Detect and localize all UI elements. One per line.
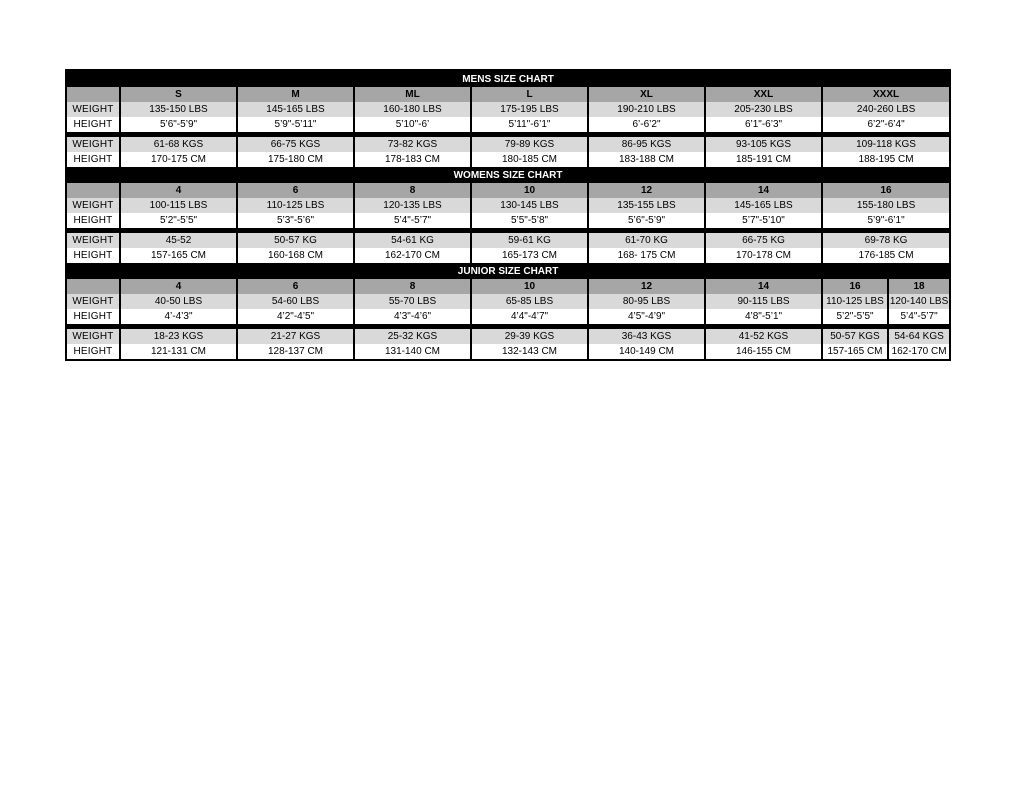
size-label: 10 bbox=[471, 279, 588, 294]
row-label-weight: WEIGHT bbox=[67, 294, 120, 309]
height-cell: 4’5"-4’9" bbox=[588, 309, 705, 324]
weight-cell: 135-150 LBS bbox=[120, 102, 237, 117]
mens-size-header-row bbox=[67, 87, 949, 102]
row-label-weight: WEIGHT bbox=[67, 198, 120, 213]
height-cell: 128-137 CM bbox=[237, 344, 354, 359]
junior-imperial-weight-row bbox=[67, 294, 949, 309]
weight-cell: 190-210 LBS bbox=[588, 102, 705, 117]
height-cell: 5’4"-5’7" bbox=[888, 309, 949, 324]
weight-cell: 130-145 LBS bbox=[471, 198, 588, 213]
weight-cell: 59-61 KG bbox=[471, 233, 588, 248]
size-label: 14 bbox=[705, 279, 822, 294]
height-cell: 5’11"-6’1" bbox=[471, 117, 588, 132]
height-cell: 121-131 CM bbox=[120, 344, 237, 359]
weight-cell: 61-70 KG bbox=[588, 233, 705, 248]
weight-cell: 66-75 KGS bbox=[237, 137, 354, 152]
size-label: 16 bbox=[822, 279, 888, 294]
size-label: 4 bbox=[120, 279, 237, 294]
size-label: 16 bbox=[822, 183, 949, 198]
height-cell: 132-143 CM bbox=[471, 344, 588, 359]
junior-imperial-height-row bbox=[67, 309, 949, 324]
mens-chart-title: MENS SIZE CHART bbox=[67, 71, 949, 87]
weight-cell: 55-70 LBS bbox=[354, 294, 471, 309]
row-label-height: HEIGHT bbox=[67, 117, 120, 132]
height-cell: 162-170 CM bbox=[354, 248, 471, 263]
weight-cell: 160-180 LBS bbox=[354, 102, 471, 117]
height-cell: 5’4"-5’7" bbox=[354, 213, 471, 228]
height-cell: 5’6"-5’9" bbox=[588, 213, 705, 228]
row-label-height: HEIGHT bbox=[67, 248, 120, 263]
size-label: 6 bbox=[237, 183, 354, 198]
weight-cell: 205-230 LBS bbox=[705, 102, 822, 117]
weight-cell: 109-118 KGS bbox=[822, 137, 949, 152]
height-cell: 5’9"-5’11" bbox=[237, 117, 354, 132]
weight-cell: 79-89 KGS bbox=[471, 137, 588, 152]
weight-cell: 54-64 KGS bbox=[888, 329, 949, 344]
height-cell: 157-165 CM bbox=[120, 248, 237, 263]
row-label-height: HEIGHT bbox=[67, 213, 120, 228]
size-label: 18 bbox=[888, 279, 949, 294]
height-cell: 140-149 CM bbox=[588, 344, 705, 359]
size-label: L bbox=[471, 87, 588, 102]
row-label-weight: WEIGHT bbox=[67, 102, 120, 117]
height-cell: 188-195 CM bbox=[822, 152, 949, 167]
height-cell: 176-185 CM bbox=[822, 248, 949, 263]
weight-cell: 155-180 LBS bbox=[822, 198, 949, 213]
weight-cell: 66-75 KG bbox=[705, 233, 822, 248]
weight-cell: 25-32 KGS bbox=[354, 329, 471, 344]
weight-cell: 145-165 LBS bbox=[237, 102, 354, 117]
height-cell: 5’2"-5’5" bbox=[120, 213, 237, 228]
weight-cell: 120-135 LBS bbox=[354, 198, 471, 213]
womens-chart-title: WOMENS SIZE CHART bbox=[67, 167, 949, 183]
junior-title-row bbox=[67, 263, 949, 279]
header-blank-cell bbox=[67, 183, 120, 198]
height-cell: 160-168 CM bbox=[237, 248, 354, 263]
weight-cell: 69-78 KG bbox=[822, 233, 949, 248]
height-cell: 6’1"-6’3" bbox=[705, 117, 822, 132]
height-cell: 4’8"-5’1" bbox=[705, 309, 822, 324]
size-label: ML bbox=[354, 87, 471, 102]
weight-cell: 29-39 KGS bbox=[471, 329, 588, 344]
row-label-height: HEIGHT bbox=[67, 152, 120, 167]
height-cell: 183-188 CM bbox=[588, 152, 705, 167]
mens-metric-height-row bbox=[67, 152, 949, 167]
height-cell: 165-173 CM bbox=[471, 248, 588, 263]
womens-title-row bbox=[67, 167, 949, 183]
row-label-height: HEIGHT bbox=[67, 344, 120, 359]
womens-imperial-height-row bbox=[67, 213, 949, 228]
height-cell: 168- 175 CM bbox=[588, 248, 705, 263]
size-label: 6 bbox=[237, 279, 354, 294]
weight-cell: 110-125 LBS bbox=[237, 198, 354, 213]
height-cell: 175-180 CM bbox=[237, 152, 354, 167]
size-label: 12 bbox=[588, 279, 705, 294]
weight-cell: 54-60 LBS bbox=[237, 294, 354, 309]
weight-cell: 45-52 bbox=[120, 233, 237, 248]
height-cell: 157-165 CM bbox=[822, 344, 888, 359]
weight-cell: 100-115 LBS bbox=[120, 198, 237, 213]
weight-cell: 110-125 LBS bbox=[822, 294, 888, 309]
weight-cell: 135-155 LBS bbox=[588, 198, 705, 213]
height-cell: 5’10"-6’ bbox=[354, 117, 471, 132]
size-label: 8 bbox=[354, 279, 471, 294]
height-cell: 5’2"-5’5" bbox=[822, 309, 888, 324]
height-cell: 5’7"-5’10" bbox=[705, 213, 822, 228]
row-label-weight: WEIGHT bbox=[67, 329, 120, 344]
womens-size-header-row bbox=[67, 183, 949, 198]
height-cell: 131-140 CM bbox=[354, 344, 471, 359]
height-cell: 5’3"-5’6" bbox=[237, 213, 354, 228]
size-label: XXL bbox=[705, 87, 822, 102]
height-cell: 6’2"-6’4" bbox=[822, 117, 949, 132]
junior-size-header-row bbox=[67, 279, 949, 294]
weight-cell: 21-27 KGS bbox=[237, 329, 354, 344]
weight-cell: 240-260 LBS bbox=[822, 102, 949, 117]
height-cell: 162-170 CM bbox=[888, 344, 949, 359]
height-cell: 4’3"-4’6" bbox=[354, 309, 471, 324]
weight-cell: 86-95 KGS bbox=[588, 137, 705, 152]
junior-metric-height-row bbox=[67, 344, 949, 359]
womens-metric-height-row bbox=[67, 248, 949, 263]
weight-cell: 175-195 LBS bbox=[471, 102, 588, 117]
height-cell: 5’5"-5’8" bbox=[471, 213, 588, 228]
size-label: 10 bbox=[471, 183, 588, 198]
mens-metric-weight-row bbox=[67, 137, 949, 152]
height-cell: 4’4"-4’7" bbox=[471, 309, 588, 324]
weight-cell: 73-82 KGS bbox=[354, 137, 471, 152]
weight-cell: 93-105 KGS bbox=[705, 137, 822, 152]
height-cell: 170-178 CM bbox=[705, 248, 822, 263]
mens-title-row bbox=[67, 71, 949, 87]
height-cell: 5’6"-5’9" bbox=[120, 117, 237, 132]
height-cell: 178-183 CM bbox=[354, 152, 471, 167]
size-label: 14 bbox=[705, 183, 822, 198]
height-cell: 5’9"-6’1" bbox=[822, 213, 949, 228]
size-label: 4 bbox=[120, 183, 237, 198]
size-label: XL bbox=[588, 87, 705, 102]
row-label-height: HEIGHT bbox=[67, 309, 120, 324]
weight-cell: 36-43 KGS bbox=[588, 329, 705, 344]
weight-cell: 65-85 LBS bbox=[471, 294, 588, 309]
row-label-weight: WEIGHT bbox=[67, 233, 120, 248]
size-label: M bbox=[237, 87, 354, 102]
weight-cell: 40-50 LBS bbox=[120, 294, 237, 309]
womens-imperial-weight-row bbox=[67, 198, 949, 213]
weight-cell: 61-68 KGS bbox=[120, 137, 237, 152]
row-label-weight: WEIGHT bbox=[67, 137, 120, 152]
height-cell: 146-155 CM bbox=[705, 344, 822, 359]
height-cell: 6’-6’2" bbox=[588, 117, 705, 132]
womens-metric-weight-row bbox=[67, 233, 949, 248]
junior-metric-weight-row bbox=[67, 329, 949, 344]
height-cell: 180-185 CM bbox=[471, 152, 588, 167]
header-blank-cell bbox=[67, 279, 120, 294]
weight-cell: 41-52 KGS bbox=[705, 329, 822, 344]
weight-cell: 54-61 KG bbox=[354, 233, 471, 248]
header-blank-cell bbox=[67, 87, 120, 102]
junior-chart-title: JUNIOR SIZE CHART bbox=[67, 263, 949, 279]
size-label: S bbox=[120, 87, 237, 102]
height-cell: 185-191 CM bbox=[705, 152, 822, 167]
mens-imperial-weight-row bbox=[67, 102, 949, 117]
height-cell: 4’-4’3" bbox=[120, 309, 237, 324]
mens-imperial-height-row bbox=[67, 117, 949, 132]
size-chart-table bbox=[67, 71, 949, 359]
weight-cell: 18-23 KGS bbox=[120, 329, 237, 344]
weight-cell: 80-95 LBS bbox=[588, 294, 705, 309]
weight-cell: 50-57 KGS bbox=[822, 329, 888, 344]
size-label: 12 bbox=[588, 183, 705, 198]
weight-cell: 145-165 LBS bbox=[705, 198, 822, 213]
size-label: XXXL bbox=[822, 87, 949, 102]
weight-cell: 90-115 LBS bbox=[705, 294, 822, 309]
size-chart bbox=[65, 69, 951, 361]
height-cell: 170-175 CM bbox=[120, 152, 237, 167]
height-cell: 4’2"-4’5" bbox=[237, 309, 354, 324]
weight-cell: 120-140 LBS bbox=[889, 296, 949, 307]
size-label: 8 bbox=[354, 183, 471, 198]
weight-cell: 50-57 KG bbox=[237, 233, 354, 248]
